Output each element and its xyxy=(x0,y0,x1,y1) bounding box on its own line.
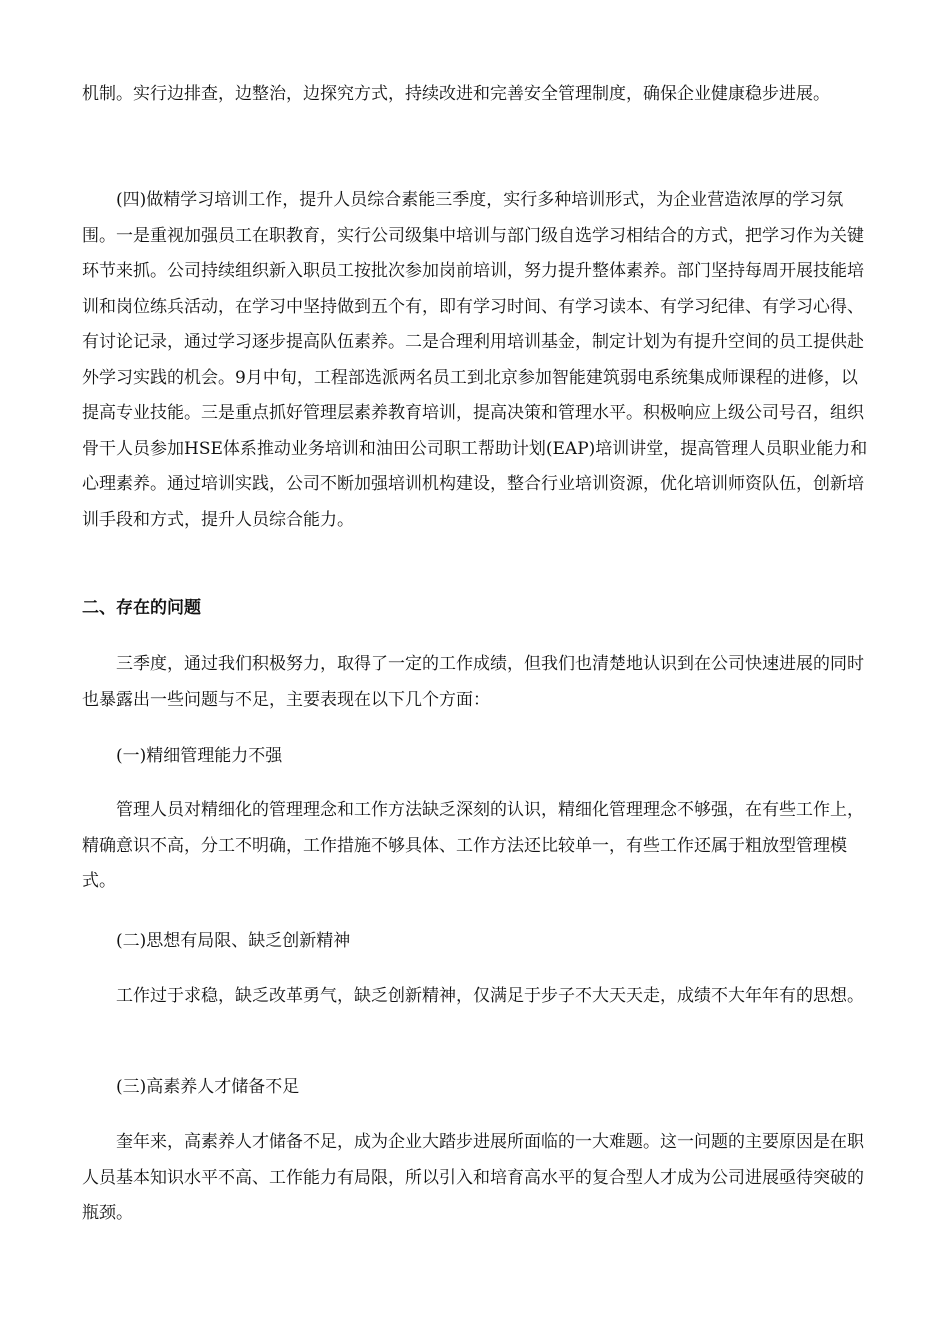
subheading-limited-thinking: (二)思想有局限、缺乏创新精神 xyxy=(116,931,351,951)
paragraph-problems-intro: 三季度，通过我们积极努力，取得了一定的工作成绩，但我们也清楚地认识到在公司快速进展的同时也暴露出一些问题与不足，主要表现在以下几个方面： xyxy=(82,654,864,710)
paragraph-continuation: 机制。实行边排查，边整治，边探究方式，持续改进和完善安全管理制度，确保企业健康稳步进展。 xyxy=(82,84,830,104)
paragraph-fine-management: 管理人员对精细化的管理理念和工作方法缺乏深刻的认识，精细化管理理念不够强，在有些工作上，精确意识不高，分工不明确，工作措施不够具体、工作方法还比较单一，有些工作还属于粗放型管理模式。 xyxy=(82,800,864,891)
subheading-fine-management: (一)精细管理能力不强 xyxy=(116,746,283,766)
paragraph-limited-thinking: 工作过于求稳，缺乏改革勇气，缺乏创新精神，仅满足于步子不大天天走，成绩不大年年有的思想。 xyxy=(116,986,864,1006)
section-heading-problems: 二、存在的问题 xyxy=(82,598,201,618)
paragraph-training: (四)做精学习培训工作，提升人员综合素能三季度，实行多种培训形式，为企业营造浓厚的学习氛围。一是重视加强员工在职教育，实行公司级集中培训与部门级自选学习相结合的方式，把学习作为关键环节来抓。公司持续组织新入职员工按批次参加岗前培训，努力提升整体素养。部门坚持每周开展技能培训和岗位练兵活动，在学习中坚持做到五个有，即有学习时间、有学习读本、有学习纪律、有学习心得、有讨论记录，通过学习逐步提高队伍素养。二是合理利用培训基金，制定计划为有提升空间的员工提供赴外学习实践的机会。9月中旬，工程部选派两名员工到北京参加智能建筑弱电系统集成师课程的进修，以提高专业技能。三是重点抓好管理层素养教育培训，提高决策和管理水平。积极响应上级公司号召，组织骨干人员参加HSE体系推动业务培训和油田公司职工帮助计划(EAP)培训讲堂，提高管理人员职业能力和心理素养。通过培训实践，公司不断加强培训机构建设，整合行业培训资源，优化培训师资队伍，创新培训手段和方式，提升人员综合能力。 xyxy=(82,190,868,530)
subheading-talent-reserve: (三)高素养人才储备不足 xyxy=(116,1077,300,1097)
paragraph-talent-reserve: 奎年来，高素养人才储备不足，成为企业大踏步进展所面临的一大难题。这一问题的主要原因是在职人员基本知识水平不高、工作能力有局限，所以引入和培育高水平的复合型人才成为公司进展亟待突破的瓶颈。 xyxy=(82,1132,864,1223)
